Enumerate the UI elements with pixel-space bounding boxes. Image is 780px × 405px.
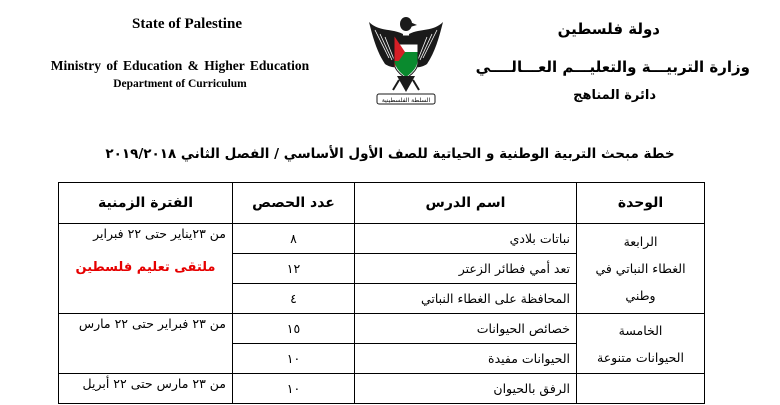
table-row (59, 224, 705, 254)
lesson-count: ١٢ (233, 254, 355, 284)
period-text: من ٢٣ مارس حتى ٢٢ أبريل (82, 376, 226, 391)
arabic-ministry-name: وزارة التربيـــة والتعليـــم العـــالــــي (475, 58, 750, 76)
lesson-name: المحافظة على الغطاء النباتي (355, 284, 577, 314)
unit-label-line: الرابعة (623, 234, 658, 249)
lesson-name: نباتات بلادي (355, 224, 577, 254)
lesson-name: تعد أمي فطائر الزعتر (355, 254, 577, 284)
period-cell (59, 374, 233, 404)
unit-label-line: الحيوانات متنوعة (597, 349, 684, 365)
plan-title (0, 146, 780, 162)
unit-label-line: الغطاء النباتي في (595, 261, 686, 276)
header-lesson: اسم الدرس (355, 183, 577, 224)
lesson-count: ١٥ (233, 314, 355, 344)
emblem-caption: السلطة الفلسطينية (381, 97, 431, 104)
unit-label-line: الخامسة (618, 322, 663, 338)
lesson-name: خصائص الحيوانات (355, 314, 577, 344)
arabic-department-name: دائرة المناهج (573, 88, 656, 103)
arabic-state-name: دولة فلسطين (557, 20, 660, 38)
highlight-watermark-text: ملتقى تعليم فلسطين (75, 260, 216, 275)
table-header-row (59, 183, 705, 224)
table-row (59, 314, 705, 344)
period-text: من ٢٣يناير حتى ٢٢ فبراير (93, 226, 226, 241)
period-cell (59, 314, 233, 374)
unit-label-line: وطني (625, 288, 656, 303)
header-count: عدد الحصص (233, 183, 355, 224)
unit-cell (577, 314, 705, 374)
header-period: الفترة الزمنية (59, 183, 233, 224)
lesson-count: ٨ (233, 224, 355, 254)
lesson-count: ٤ (233, 284, 355, 314)
period-text: من ٢٣ فبراير حتى ٢٢ مارس (78, 316, 226, 331)
lesson-plan-table (58, 182, 705, 404)
plan-title-text: خطة مبحث التربية الوطنية و الحياتية للصف الأول الأساسي / الفصل الثاني ٢٠١٩/٢٠١٨ (105, 146, 675, 162)
unit-cell (577, 224, 705, 314)
lesson-name: الحيوانات مفيدة (355, 344, 577, 374)
english-department-name: Department of Curriculum (113, 78, 247, 90)
palestine-eagle-emblem-icon (363, 12, 449, 112)
period-cell (59, 224, 233, 314)
unit-cell (577, 374, 705, 404)
header-unit: الوحدة (577, 183, 705, 224)
lesson-name: الرفق بالحيوان (355, 374, 577, 404)
lesson-count: ١٠ (233, 344, 355, 374)
table-row (59, 374, 705, 404)
english-state-name: State of Palestine (132, 16, 242, 32)
lesson-count: ١٠ (233, 374, 355, 404)
english-ministry-name: Ministry of Education & Higher Education (50, 58, 310, 73)
